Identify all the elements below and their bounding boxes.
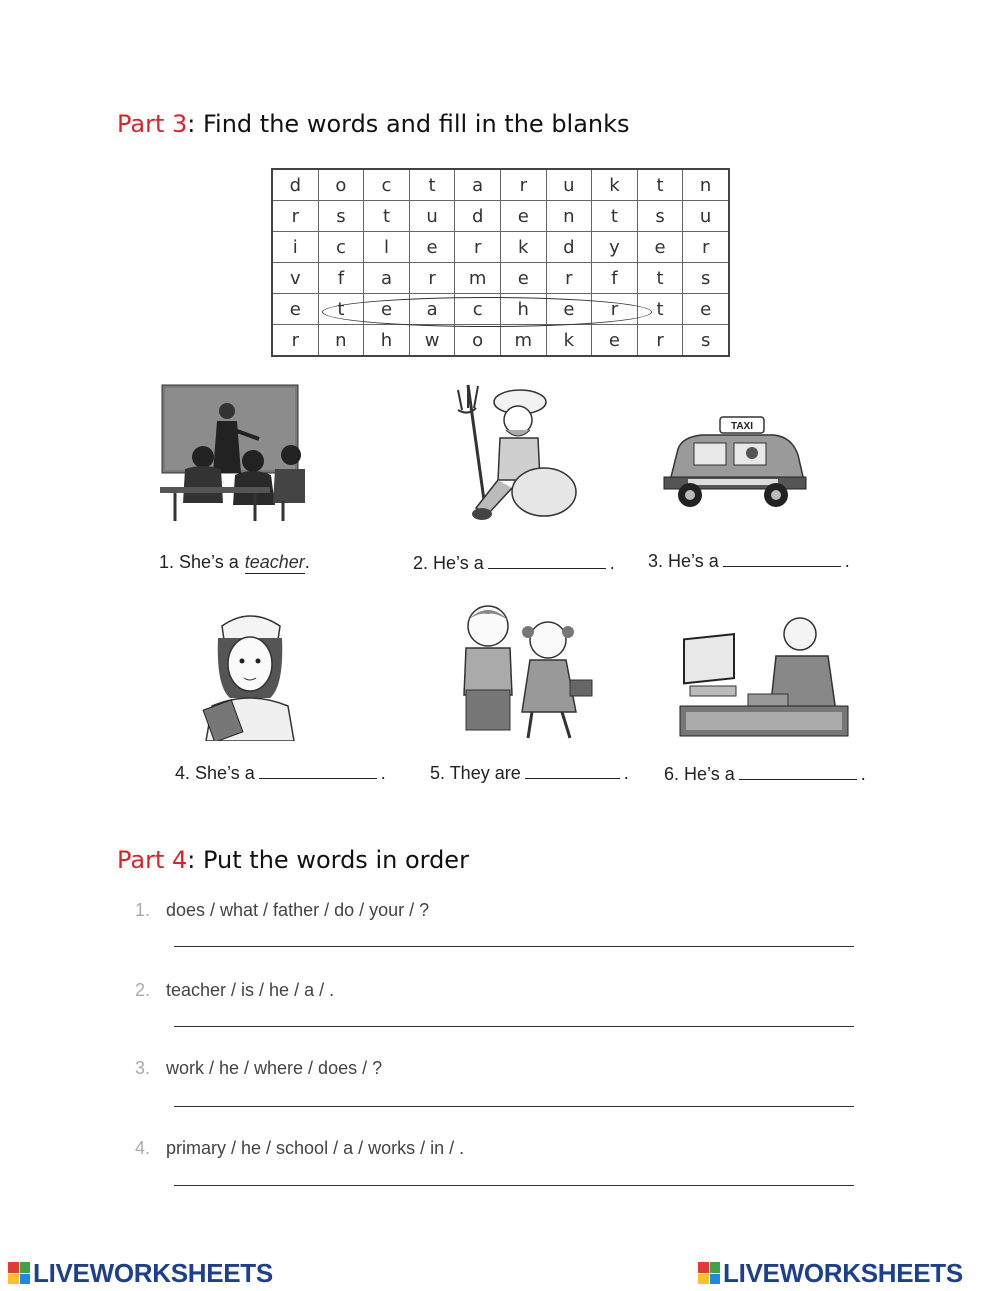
- order-item-3-number: 3.: [135, 1058, 151, 1078]
- grid-cell[interactable]: e: [500, 263, 546, 294]
- grid-cell[interactable]: e: [364, 294, 410, 325]
- order-item-2: [135, 980, 334, 1001]
- grid-cell[interactable]: r: [272, 325, 318, 357]
- sentence-6-prefix: 6. He’s a: [664, 764, 735, 784]
- footer-brand-right[interactable]: [698, 1258, 963, 1288]
- grid-cell[interactable]: r: [592, 294, 638, 325]
- sentence-1-answer: teacher: [244, 552, 305, 572]
- grid-cell[interactable]: e: [409, 232, 455, 263]
- grid-cell[interactable]: t: [637, 263, 683, 294]
- grid-cell[interactable]: h: [500, 294, 546, 325]
- order-item-1-number: 1.: [135, 900, 151, 920]
- farmer-picture: [440, 380, 580, 525]
- grid-cell[interactable]: n: [546, 201, 592, 232]
- grid-cell[interactable]: t: [592, 201, 638, 232]
- grid-row: [272, 201, 729, 232]
- grid-cell[interactable]: k: [592, 169, 638, 201]
- nurse-picture: [200, 606, 300, 741]
- grid-cell[interactable]: e: [683, 294, 729, 325]
- sentence-4-prefix: 4. She’s a: [175, 763, 255, 783]
- grid-cell[interactable]: c: [455, 294, 501, 325]
- grid-cell[interactable]: a: [364, 263, 410, 294]
- sentence-4: [175, 760, 386, 784]
- grid-cell[interactable]: r: [500, 169, 546, 201]
- grid-cell[interactable]: e: [637, 232, 683, 263]
- sentence-4-suffix: .: [380, 763, 386, 783]
- grid-row: [272, 263, 729, 294]
- grid-row: [272, 325, 729, 357]
- grid-cell[interactable]: t: [364, 201, 410, 232]
- order-item-2-text: teacher / is / he / a / .: [166, 980, 335, 1000]
- grid-cell[interactable]: k: [500, 232, 546, 263]
- brand-logo-icon: [8, 1262, 30, 1284]
- grid-cell[interactable]: r: [683, 232, 729, 263]
- part3-label: Part 3: [117, 110, 188, 138]
- sentence-3-prefix: 3. He’s a: [648, 551, 719, 571]
- word-search-grid: [271, 168, 730, 357]
- grid-cell[interactable]: w: [409, 325, 455, 357]
- grid-cell[interactable]: k: [546, 325, 592, 357]
- grid-cell[interactable]: v: [272, 263, 318, 294]
- part4-title: : Put the words in order: [187, 846, 469, 874]
- taxi-sign-text: TAXI: [730, 421, 754, 432]
- grid-cell[interactable]: r: [637, 325, 683, 357]
- grid-cell[interactable]: r: [546, 263, 592, 294]
- answer-line-3[interactable]: [174, 1106, 854, 1107]
- grid-cell[interactable]: t: [318, 294, 364, 325]
- teacher-circle-mark: [322, 297, 652, 327]
- sentence-3-blank[interactable]: [723, 548, 841, 567]
- sentence-5-blank[interactable]: [525, 760, 620, 779]
- sentence-2-blank[interactable]: [488, 550, 606, 569]
- order-item-4-text: primary / he / school / a / works / in / .: [166, 1138, 465, 1158]
- grid-cell[interactable]: h: [364, 325, 410, 357]
- grid-cell[interactable]: r: [409, 263, 455, 294]
- sentence-5: [430, 760, 629, 784]
- order-item-1: [135, 900, 429, 921]
- grid-cell[interactable]: e: [500, 201, 546, 232]
- grid-cell[interactable]: u: [546, 169, 592, 201]
- answer-line-4[interactable]: [174, 1185, 854, 1186]
- sentence-5-prefix: 5. They are: [430, 763, 521, 783]
- grid-cell[interactable]: l: [364, 232, 410, 263]
- taxi-picture: [658, 415, 808, 510]
- students-picture: [452, 600, 600, 745]
- grid-cell[interactable]: o: [318, 169, 364, 201]
- sentence-2-prefix: 2. He’s a: [413, 553, 484, 573]
- grid-cell[interactable]: a: [455, 169, 501, 201]
- grid-cell[interactable]: s: [683, 325, 729, 357]
- grid-cell[interactable]: d: [272, 169, 318, 201]
- grid-cell[interactable]: c: [318, 232, 364, 263]
- order-item-3: [135, 1058, 382, 1079]
- sentence-3-suffix: .: [844, 551, 850, 571]
- order-item-2-number: 2.: [135, 980, 151, 1000]
- grid-cell[interactable]: e: [546, 294, 592, 325]
- grid-row: [272, 169, 729, 201]
- brand-logo-icon: [698, 1262, 720, 1284]
- grid-cell[interactable]: m: [455, 263, 501, 294]
- grid-row: [272, 232, 729, 263]
- grid-cell[interactable]: e: [592, 325, 638, 357]
- grid-cell[interactable]: n: [318, 325, 364, 357]
- grid-cell[interactable]: u: [683, 201, 729, 232]
- part3-title: : Find the words and fill in the blanks: [187, 110, 630, 138]
- footer-brand-left-text: LIVEWORKSHEETS: [33, 1257, 273, 1288]
- grid-cell[interactable]: t: [409, 169, 455, 201]
- teacher-classroom-picture: [155, 383, 305, 523]
- sentence-1: [159, 552, 310, 574]
- grid-cell[interactable]: a: [409, 294, 455, 325]
- grid-cell[interactable]: u: [409, 201, 455, 232]
- grid-cell[interactable]: d: [546, 232, 592, 263]
- sentence-6-suffix: .: [860, 764, 866, 784]
- answer-line-2[interactable]: [174, 1026, 854, 1027]
- grid-cell[interactable]: e: [272, 294, 318, 325]
- sentence-2-suffix: .: [609, 553, 615, 573]
- sentence-3: [648, 548, 850, 572]
- order-item-3-text: work / he / where / does / ?: [166, 1058, 383, 1078]
- grid-cell[interactable]: n: [683, 169, 729, 201]
- footer-brand-right-text: LIVEWORKSHEETS: [723, 1257, 963, 1288]
- grid-cell[interactable]: f: [592, 263, 638, 294]
- grid-cell[interactable]: r: [455, 232, 501, 263]
- sentence-1-prefix: 1. She’s a: [159, 552, 239, 572]
- answer-line-1[interactable]: [174, 946, 854, 947]
- part3-heading: [117, 110, 630, 138]
- sentence-2: [413, 550, 615, 574]
- grid-cell[interactable]: t: [637, 294, 683, 325]
- part4-label: Part 4: [117, 846, 188, 874]
- sentence-1-suffix: .: [304, 552, 310, 572]
- grid-cell[interactable]: o: [455, 325, 501, 357]
- order-item-4: [135, 1138, 464, 1159]
- part4-heading: [117, 846, 469, 874]
- grid-cell[interactable]: i: [272, 232, 318, 263]
- grid-cell[interactable]: m: [500, 325, 546, 357]
- grid-cell[interactable]: y: [592, 232, 638, 263]
- footer-brand-left[interactable]: [8, 1258, 273, 1288]
- grid-cell[interactable]: t: [637, 169, 683, 201]
- sentence-4-blank[interactable]: [259, 760, 377, 779]
- sentence-6-blank[interactable]: [739, 761, 857, 780]
- sentence-5-suffix: .: [623, 763, 629, 783]
- order-item-1-text: does / what / father / do / your / ?: [166, 900, 430, 920]
- grid-cell[interactable]: r: [272, 201, 318, 232]
- clerk-picture: [678, 612, 850, 737]
- sentence-6: [664, 761, 866, 785]
- grid-cell[interactable]: f: [318, 263, 364, 294]
- grid-cell[interactable]: s: [318, 201, 364, 232]
- grid-cell[interactable]: s: [637, 201, 683, 232]
- grid-cell[interactable]: d: [455, 201, 501, 232]
- grid-cell[interactable]: s: [683, 263, 729, 294]
- grid-cell[interactable]: c: [364, 169, 410, 201]
- order-item-4-number: 4.: [135, 1138, 151, 1158]
